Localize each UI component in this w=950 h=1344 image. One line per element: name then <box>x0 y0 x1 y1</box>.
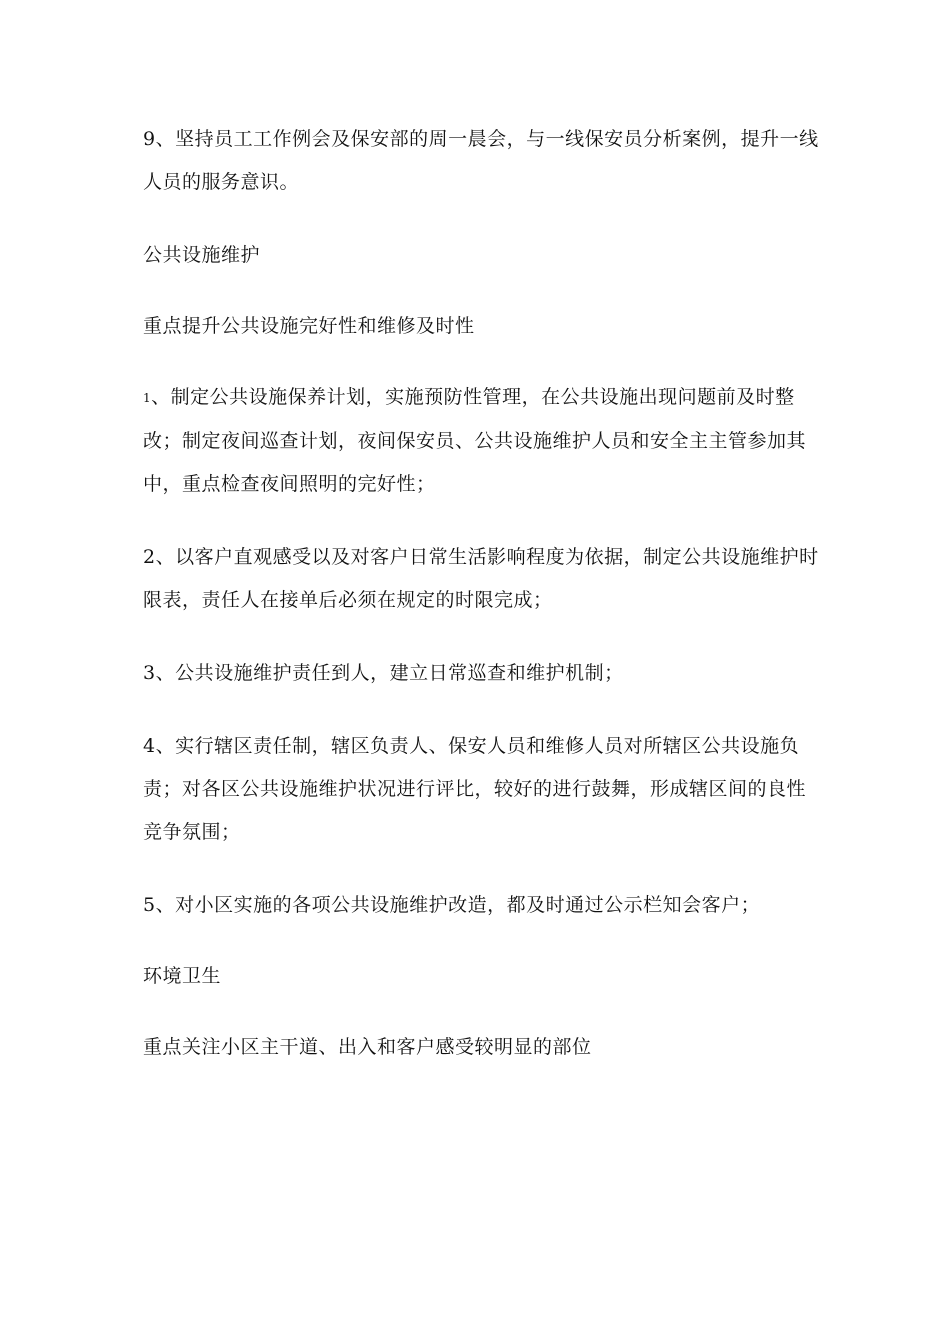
paragraph-item-5: 5、对小区实施的各项公共设施维护改造，都及时通过公示栏知会客户； <box>143 894 761 916</box>
section-focus-public-facilities: 重点提升公共设施完好性和维修及时性 <box>143 315 475 337</box>
paragraph-item-2: 2、以客户直观感受以及对客户日常生活影响程度为依据，制定公共设施维护时限表，责任人在接单后必须在规定的时限完成； <box>143 546 819 611</box>
document-body <box>143 118 823 1069</box>
section-heading-environment: 环境卫生 <box>143 965 222 987</box>
item-1-number: 1 <box>143 391 152 405</box>
item-1-text: 、制定公共设施保养计划，实施预防性管理，在公共设施出现问题前及时整改；制定夜间巡查计划，夜间保安员、公共设施维护人员和安全主主管参加其中，重点检查夜间照明的完好性； <box>143 386 807 495</box>
paragraph-item-4: 4、实行辖区责任制，辖区负责人、保安人员和维修人员对所辖区公共设施负责；对各区公共设施维护状况进行评比，较好的进行鼓舞，形成辖区间的良性竞争氛围； <box>143 735 807 843</box>
section-focus-environment: 重点关注小区主干道、出入和客户感受较明显的部位 <box>143 1036 592 1058</box>
paragraph-item-1 <box>143 376 823 506</box>
paragraph-item-9: 9、坚持员工工作例会及保安部的周一晨会，与一线保安员分析案例，提升一线人员的服务意识。 <box>143 128 819 193</box>
section-heading-public-facilities: 公共设施维护 <box>143 244 261 266</box>
paragraph-item-3: 3、公共设施维护责任到人，建立日常巡查和维护机制； <box>143 662 624 684</box>
